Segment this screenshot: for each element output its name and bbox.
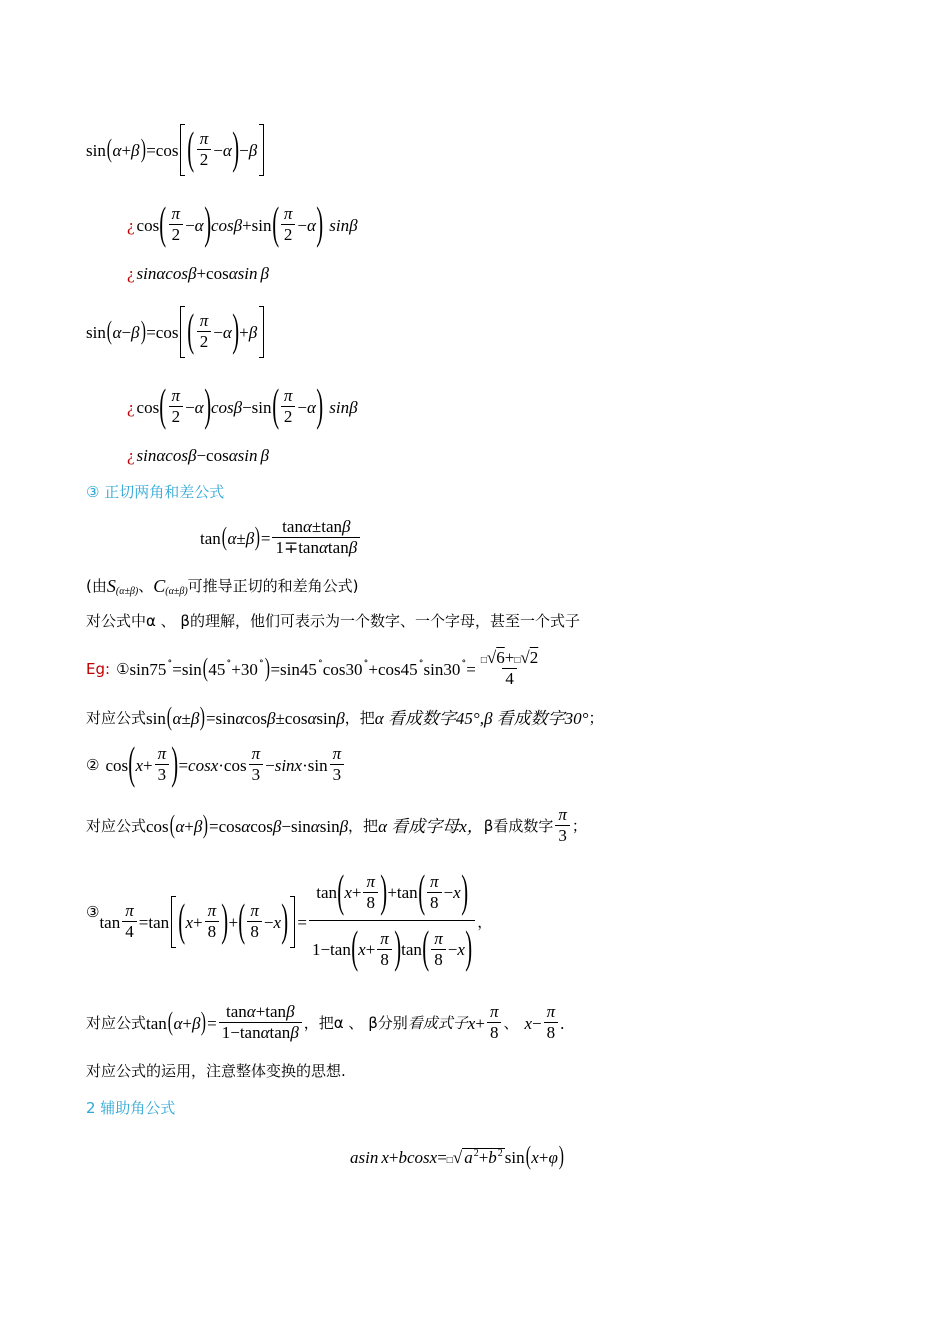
sin-sum-l1-text <box>0 0 1 1</box>
example-3-correspondence: 对应公式 tan ( α + β ) = $\frac{\tan\alpha+\tan\beta}{1-\tan\alpha\tan\beta}$ ，把α 、 β分别 看成式子 x + $\frac{\pi}{8}$ 、 x − $\frac{\pi}{8}$ . <box>86 1002 565 1043</box>
example-3: ③ tan $\frac{\pi}{4}$ =tan ( x + $\frac{\pi}{8}$ ) + ( π 8 − x ) = tan ( x + $\frac{\pi}{8}$ ) +tan ( π 8 − x ) 1−tan ( x + $\frac{\pi}{8}$ ) tan ( π 8 − x ) ， <box>86 870 492 974</box>
sin-diff-line1: sin ( α − β ) =cos ( π 2 − α ) + β <box>86 306 266 358</box>
sin-sum-line2: ¿ cos ( π 2 − α ) cosβ +sin ( π 2 − α ) sinβ <box>127 197 358 248</box>
tan-formula: tan ( α ± β ) = $\frac{\tan\alpha\pm\tan\beta}{1\mp\tan\alpha\tan\beta}$ <box>200 514 362 562</box>
sin-diff-line3: ¿ sinαcosβ −cos α sin β <box>127 445 269 465</box>
closing-note: 对应公式的运用，注意整体变换的思想. <box>86 1061 346 1080</box>
aux-formula: asin x + bcosx = □ √ $a^2+b^2$ sin ( x + φ ) <box>350 1141 564 1170</box>
sin-sum-line1: sin ( α + β ) =cos ( π 2 − α ) − β <box>86 124 266 176</box>
sin-sum-line3: ¿ sinαcosβ +cos α sin β <box>127 263 269 283</box>
example-1: Eg: ① sin75 ∘ =sin ( 45 ∘ +30 ∘ ) =sin45 ∘ cos30 ∘ +cos45 ∘ sin30 ∘ = $\frac{□√6+□√2}{4}$ <box>86 648 539 689</box>
example-2-correspondence: 对应公式 cos ( α + β ) =cos α cos β −sin α sin β ，把 α 看成字母x， β看成数字 π 3 ； <box>86 805 587 846</box>
aux-heading: 2 辅助角公式 <box>86 1098 176 1117</box>
understanding-note: 对公式中α 、 β的理解，他们可表示为一个数字、一个字母，甚至一个式子 <box>86 611 580 630</box>
example-1-correspondence: 对应公式 sin ( α ± β ) =sin α cos β ±cos α sin β ，把 α 看成数字45°, β 看成数字30° ； <box>86 702 604 731</box>
sin-diff-line2: ¿ cos ( π 2 − α ) cosβ −sin ( π 2 − α ) sinβ <box>127 379 358 430</box>
example-2: ② cos ( x + $\frac{\pi}{3}$ ) = cosx ·cos π 3 − sinx ·sin π 3 <box>86 740 346 790</box>
tan-heading: ③ 正切两角和差公式 <box>86 482 225 501</box>
derive-note: (由 S (α±β) 、 C (α±β) 可推导正切的和差角公式) <box>86 576 359 597</box>
